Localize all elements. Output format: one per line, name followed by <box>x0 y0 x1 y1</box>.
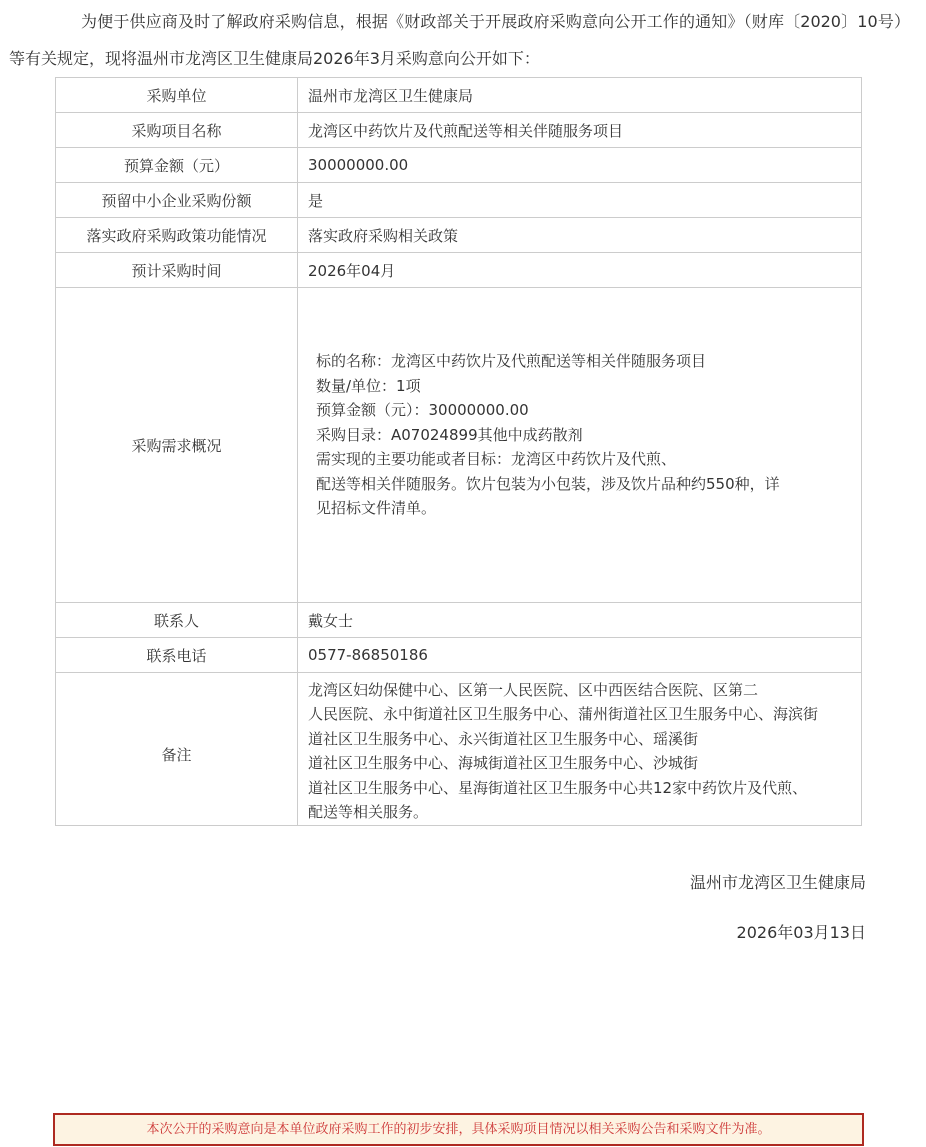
row-value: 戴女士 <box>298 603 862 638</box>
row-label: 采购单位 <box>56 78 298 113</box>
demand-line: 见招标文件清单。 <box>316 499 437 518</box>
table-row-remark <box>56 673 862 826</box>
row-value: 2026年04月 <box>298 253 862 288</box>
row-value: 龙湾区中药饮片及代煎配送等相关伴随服务项目 <box>298 113 862 148</box>
remark-content <box>308 678 861 825</box>
row-value: 落实政府采购相关政策 <box>298 218 862 253</box>
demand-line: 采购目录：A07024899其他中成药散剂 <box>316 425 583 444</box>
row-label: 联系电话 <box>56 638 298 673</box>
remark-line: 人民医院、永中街道社区卫生服务中心、蒲州街道社区卫生服务中心、海滨街 <box>308 705 819 723</box>
remark-line: 道社区卫生服务中心、海城街道社区卫生服务中心、沙城街 <box>308 754 699 772</box>
row-label: 采购需求概况 <box>56 288 298 603</box>
table-row-expected-time <box>56 253 862 288</box>
row-value <box>298 673 862 826</box>
remark-line: 龙湾区妇幼保健中心、区第一人民医院、区中西医结合医院、区第二 <box>308 680 759 699</box>
table-row-sme-share <box>56 183 862 218</box>
row-label: 联系人 <box>56 603 298 638</box>
table-row-project-name <box>56 113 862 148</box>
row-value <box>298 288 862 603</box>
row-value: 温州市龙湾区卫生健康局 <box>298 78 862 113</box>
row-value: 30000000.00 <box>298 148 862 183</box>
procurement-table <box>55 77 862 826</box>
table-row-contact-phone <box>56 638 862 673</box>
intro-paragraph: 为便于供应商及时了解政府采购信息，根据《财政部关于开展政府采购意向公开工作的通知》（财库〔2020〕10号）等有关规定，现将温州市龙湾区卫生健康局2026年3月采购意向公开如下： <box>9 12 910 68</box>
row-label: 落实政府采购政策功能情况 <box>56 218 298 253</box>
signature-block <box>0 874 926 941</box>
row-value: 0577-86850186 <box>298 638 862 673</box>
remark-line: 道社区卫生服务中心、星海街道社区卫生服务中心共12家中药饮片及代煎、 <box>308 778 808 797</box>
signature-date: 2026年03月13日 <box>736 923 866 942</box>
demand-line: 数量/单位：1项 <box>316 376 421 395</box>
demand-line: 预算金额（元）：30000000.00 <box>316 401 529 420</box>
notice-box <box>53 1113 864 1146</box>
row-label: 预计采购时间 <box>56 253 298 288</box>
table-row-demand-overview <box>56 288 862 603</box>
row-label: 预留中小企业采购份额 <box>56 183 298 218</box>
demand-line: 配送等相关伴随服务。饮片包装为小包装，涉及饮片品种约550种，详 <box>316 474 780 493</box>
demand-overview-content <box>298 349 861 541</box>
row-label: 备注 <box>56 673 298 826</box>
table-row-purchaser <box>56 78 862 113</box>
demand-line: 标的名称：龙湾区中药饮片及代煎配送等相关伴随服务项目 <box>316 352 707 371</box>
row-value: 是 <box>298 183 862 218</box>
signature-org: 温州市龙湾区卫生健康局 <box>689 873 866 892</box>
table-row-budget <box>56 148 862 183</box>
row-label: 预算金额（元） <box>56 148 298 183</box>
notice-text: 本次公开的采购意向是本单位政府采购工作的初步安排，具体采购项目情况以相关采购公告和采购文件为准。 <box>146 1122 771 1137</box>
remark-line: 配送等相关服务。 <box>308 803 429 821</box>
table-row-contact-person <box>56 603 862 638</box>
table-row-policy <box>56 218 862 253</box>
row-label: 采购项目名称 <box>56 113 298 148</box>
demand-line: 需实现的主要功能或者目标：龙湾区中药饮片及代煎、 <box>316 450 677 469</box>
remark-line: 道社区卫生服务中心、永兴街道社区卫生服务中心、瑶溪街 <box>308 729 699 748</box>
